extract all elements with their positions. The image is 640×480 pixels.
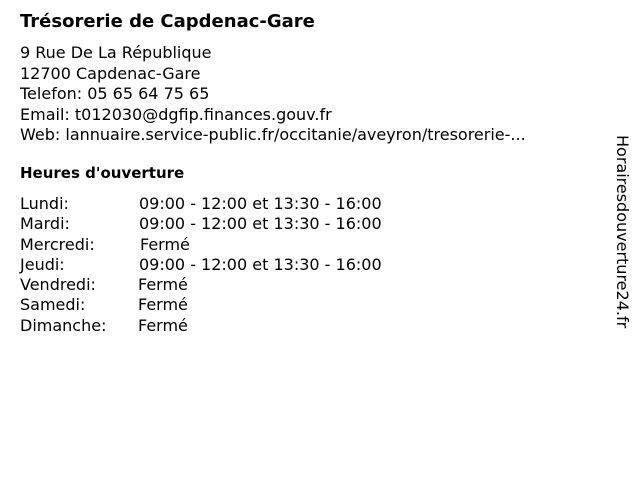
web-label: Web: (20, 125, 61, 144)
hours-row-sunday (20, 316, 382, 336)
day-label: Mardi: (20, 214, 70, 234)
phone-line (20, 84, 526, 105)
hours-row-friday (20, 275, 382, 295)
hours-row-wednesday (20, 235, 382, 255)
hours-row-thursday (20, 255, 382, 275)
hours-row-monday (20, 194, 382, 214)
hours-row-saturday (20, 295, 382, 315)
day-label: Dimanche: (20, 315, 107, 335)
city-line: 12700 Capdenac-Gare (20, 63, 201, 83)
hours-value: Fermé (138, 275, 188, 295)
page-title: Trésorerie de Capdenac-Gare (20, 11, 315, 32)
hours-value: Fermé (140, 234, 190, 254)
hours-value: 09:00 - 12:00 et 13:30 - 16:00 (139, 254, 382, 274)
email-line (20, 105, 526, 126)
day-label: Vendredi: (20, 275, 96, 295)
web-line (20, 125, 526, 146)
day-label: Samedi: (20, 295, 86, 315)
address-block (20, 43, 526, 146)
email-label: Email: (20, 104, 70, 124)
hours-heading: Heures d'ouverture (20, 164, 185, 182)
day-label: Mercredi: (20, 234, 95, 254)
day-label: Lundi: (20, 194, 69, 213)
hours-value: 09:00 - 12:00 et 13:30 - 16:00 (139, 194, 382, 213)
hours-value: 09:00 - 12:00 et 13:30 - 16:00 (139, 214, 382, 234)
brand-watermark: Horairesdouverture24.fr (613, 135, 632, 329)
hours-table (20, 194, 382, 336)
hours-value: Fermé (138, 315, 188, 335)
phone-label: Telefon: (20, 84, 83, 103)
hours-row-tuesday (20, 214, 382, 234)
email-link[interactable]: t012030@dgfip.finances.gouv.fr (74, 104, 332, 124)
day-label: Jeudi: (20, 254, 65, 274)
web-link[interactable]: lannuaire.service-public.fr/occitanie/aveyron/tresorerie-... (65, 125, 526, 144)
phone-link[interactable]: 05 65 64 75 65 (87, 84, 210, 103)
street-line: 9 Rue De La République (20, 43, 212, 62)
hours-value: Fermé (138, 295, 188, 315)
